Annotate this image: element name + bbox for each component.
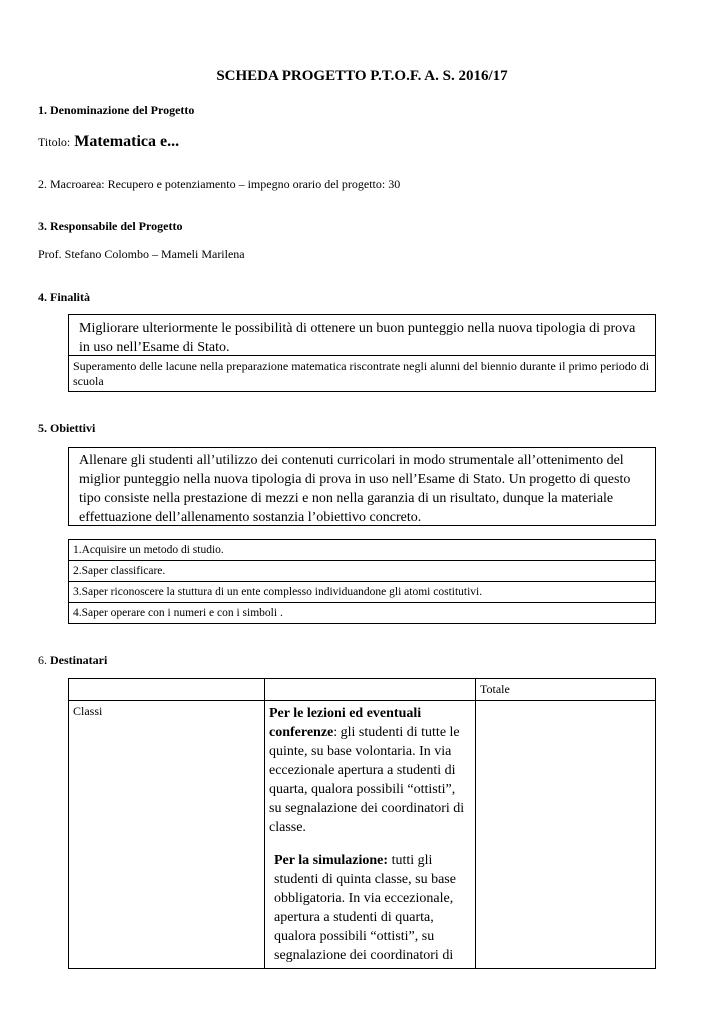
table-header-row (69, 679, 656, 701)
section6-title: Destinatari (50, 653, 108, 667)
finalita-box-primary: Migliorare ulteriormente le possibilità di ottenere un buon punteggio nella nuova tipologia di prova in uso nell’Esame di Stato. (68, 314, 656, 356)
list-item-text: 3.Saper riconoscere la stuttura di un ente complesso individuandone gli atomi costitutivi. (69, 582, 656, 603)
section1-heading: 1. Denominazione del Progetto (38, 103, 195, 117)
destinatari-table (68, 678, 656, 969)
finalita-box-secondary: Superamento delle lacune nella preparazione matematica riscontrate negli alunni del biennio durante il primo periodo di scuola (68, 355, 656, 392)
list-item (69, 540, 656, 561)
header-cell-empty (69, 679, 265, 701)
list-item (69, 603, 656, 624)
title-line (38, 133, 179, 151)
totale-cell (476, 701, 656, 969)
macroarea-text: 2. Macroarea: Recupero e potenziamento – impegno orario del progetto: 30 (38, 177, 401, 191)
list-item (69, 561, 656, 582)
list-item (69, 582, 656, 603)
section3-heading: 3. Responsabile del Progetto (38, 219, 183, 233)
project-title: Matematica e... (74, 133, 180, 150)
lezioni-paragraph (269, 704, 471, 837)
obiettivi-box: Allenare gli studenti all’utilizzo dei contenuti curricolari in modo strumentale all’ottenimento del miglior punteggio nella nuova tipologia di prova in uso nell’Esame di Stato. Un progetto di questo tipo consiste nella prestazione di mezzi e non nella garanzia di un risultato, dunque la materiale effettuazione dell’allenamento sostanzia l’obiettivo concreto. (68, 447, 656, 526)
section4-heading: 4. Finalità (38, 290, 91, 304)
lezioni-label: Per le lezioni ed eventuali conferenze (269, 706, 422, 740)
simulazione-paragraph (269, 851, 471, 965)
row-label-classi: Classi (69, 701, 265, 969)
list-item-text: 2.Saper classificare. (69, 561, 656, 582)
simulazione-text: tutti gli studenti di quinta classe, su base obbligatoria. In via eccezionale, apertura a studenti di quarta, qualora possibili “ottisti”, su segnalazione dei coordinatori di (274, 853, 456, 963)
section6-heading (38, 653, 107, 668)
lezioni-text: : gli studenti di tutte le quinte, su base volontaria. In via eccezionale apertura a studenti di quarta, qualora possibili “ottisti”, su segnalazione dei coordinatori di classe. (269, 725, 465, 835)
obiettivi-list (68, 539, 656, 624)
section5-heading: 5. Obiettivi (38, 421, 96, 435)
list-item-text: 1.Acquisire un metodo di studio. (69, 540, 656, 561)
section6-number: 6. (38, 653, 47, 667)
table-row (69, 701, 656, 969)
simulazione-label: Per la simulazione: (274, 853, 389, 868)
document-title: SCHEDA PROGETTO P.T.O.F. A. S. 2016/17 (216, 68, 508, 84)
destinatari-description (265, 701, 476, 969)
title-label: Titolo: (38, 135, 71, 149)
header-cell-totale: Totale (476, 679, 656, 701)
list-item-text: 4.Saper operare con i numeri e con i simboli . (69, 603, 656, 624)
header-cell-empty (265, 679, 476, 701)
responsabile-text: Prof. Stefano Colombo – Mameli Marilena (38, 247, 245, 261)
